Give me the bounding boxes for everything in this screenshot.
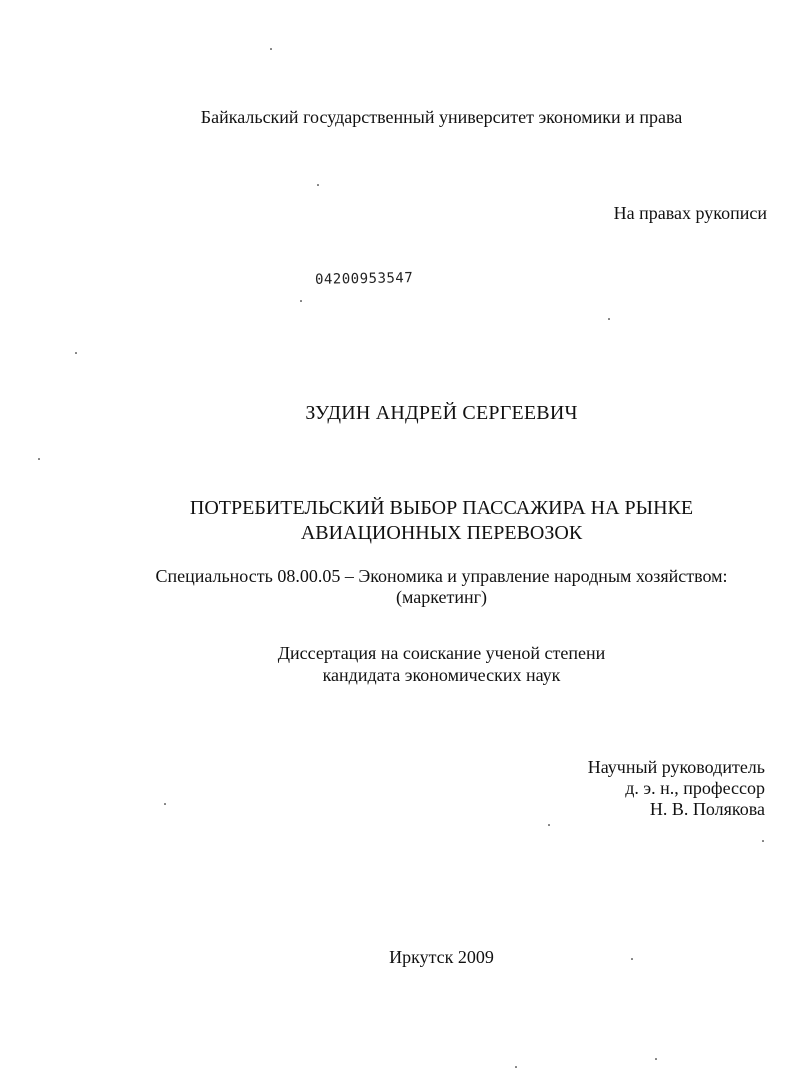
scan-speck <box>762 840 764 842</box>
supervisor-degree: д. э. н., профессор <box>625 778 765 798</box>
scan-speck <box>75 352 77 354</box>
manuscript-rights: На правах рукописи <box>613 203 767 223</box>
university-name: Байкальский государственный университет экономики и права <box>200 107 683 127</box>
dissertation-line-2: кандидата экономических наук <box>322 665 561 685</box>
dissertation-line-1: Диссертация на соискание ученой степени <box>277 643 606 663</box>
scan-speck <box>608 318 610 320</box>
supervisor-name: Н. В. Полякова <box>649 799 765 819</box>
scan-speck <box>300 300 302 302</box>
scan-speck <box>317 184 319 186</box>
archive-stamp-number: 04200953547 <box>314 270 414 288</box>
scan-speck <box>655 1058 657 1060</box>
scan-speck <box>548 824 550 826</box>
scan-speck <box>515 1066 517 1068</box>
thesis-title-line-1: ПОТРЕБИТЕЛЬСКИЙ ВЫБОР ПАССАЖИРА НА РЫНКЕ <box>189 497 694 519</box>
author-name: ЗУДИН АНДРЕЙ СЕРГЕЕВИЧ <box>305 402 578 424</box>
scan-speck <box>270 48 272 50</box>
city-year: Иркутск 2009 <box>389 947 494 967</box>
thesis-title-line-2: АВИАЦИОННЫХ ПЕРЕВОЗОК <box>300 522 583 544</box>
specialty-line-1: Специальность 08.00.05 – Экономика и управление народным хозяйством: <box>155 566 728 586</box>
scan-speck <box>164 803 166 805</box>
scan-speck <box>38 458 40 460</box>
specialty-line-2: (маркетинг) <box>395 587 488 607</box>
supervisor-label: Научный руководитель <box>587 757 765 777</box>
scan-speck <box>631 958 633 960</box>
